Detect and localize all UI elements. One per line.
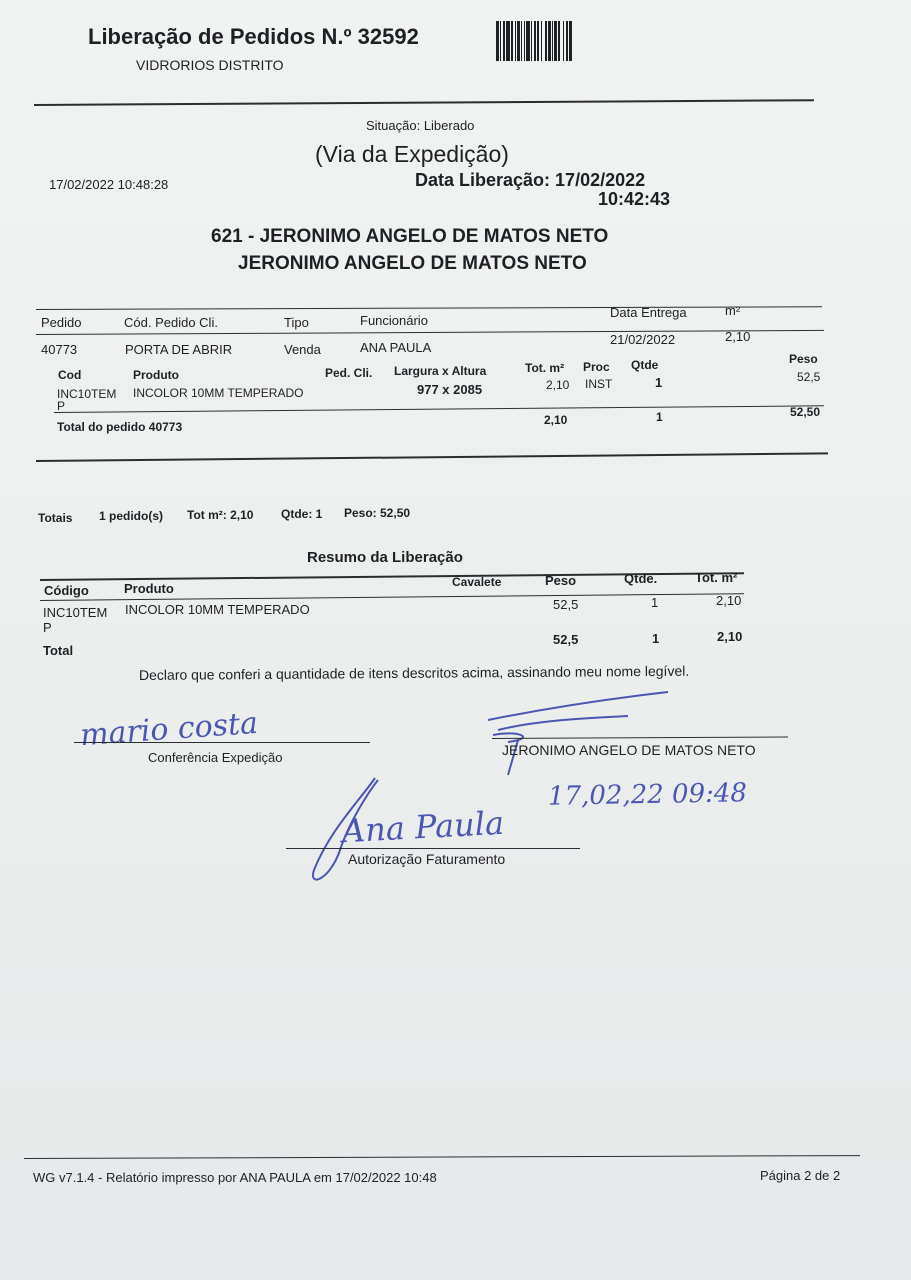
item-qtde: 1 [655,375,663,390]
barcode [496,21,630,61]
divider [54,405,824,413]
signature-autorizacao-mark [300,770,390,890]
cell-funcionario: ANA PAULA [360,340,432,355]
order-total-qtde: 1 [656,410,663,424]
signature-autorizacao: Ana Paula [341,803,505,851]
item-produto: INCOLOR 10MM TEMPERADO [133,386,304,400]
item-cod-cont: P [57,399,66,413]
document-title: Liberação de Pedidos N.º 32592 [88,24,419,49]
resumo-header-tot-m2: Tot. m² [695,570,738,585]
item-dims: 977 x 2085 [417,382,483,397]
col-header-cod-pedido-cli: Cód. Pedido Cli. [124,315,218,330]
signature-line [74,742,370,743]
signature-line [286,848,580,849]
cell-tipo: Venda [284,342,321,357]
col-header-tipo: Tipo [284,315,309,330]
data-liberacao: Data Liberação: 17/02/2022 [415,170,646,190]
cell-pedido: 40773 [41,342,78,357]
resumo-title: Resumo da Liberação [307,549,463,566]
resumo-peso: 52,5 [553,597,579,612]
item-header-peso: Peso [789,352,818,366]
item-peso: 52,5 [797,370,821,384]
item-header-proc: Proc [583,360,610,374]
via-text: (Via da Expedição) [315,141,509,167]
order-total-label: Total do pedido 40773 [57,420,183,434]
totals-m2: Tot m²: 2,10 [187,508,254,522]
resumo-header-codigo: Código [44,583,89,598]
col-header-pedido: Pedido [41,315,82,330]
resumo-total-tot-m2: 2,10 [717,629,743,644]
resumo-total-peso: 52,5 [553,632,579,647]
order-total-m2: 2,10 [544,413,568,427]
resumo-codigo-cont: P [43,620,52,635]
client-name: JERONIMO ANGELO DE MATOS NETO [238,253,587,274]
resumo-header-qtde: Qtde. [624,571,658,586]
conferencia-label: Conferência Expedição [148,750,283,765]
footer-left: WG v7.1.4 - Relatório impresso por ANA PAULA em 17/02/2022 10:48 [33,1170,437,1185]
client-code-name: 621 - JERONIMO ANGELO DE MATOS NETO [211,226,609,247]
signature-conferencia: mario costa [78,705,260,754]
hora-liberacao: 10:42:43 [598,189,671,209]
col-header-m2: m² [725,303,741,318]
page-number: Página 2 de 2 [760,1168,841,1183]
col-header-data-entrega: Data Entrega [610,305,687,320]
order-total-peso: 52,50 [790,405,821,419]
cell-cod-pedido-cli: PORTA DE ABRIR [125,342,233,357]
cell-data-entrega: 21/02/2022 [610,332,676,347]
totals-qtde: Qtde: 1 [281,507,323,521]
item-header-cod: Cod [58,368,82,382]
totals-peso: Peso: 52,50 [344,506,411,520]
cell-m2: 2,10 [725,329,751,344]
resumo-header-cavalete: Cavalete [452,575,502,589]
resumo-produto: INCOLOR 10MM TEMPERADO [125,602,310,617]
divider [36,306,822,310]
resumo-tot-m2: 2,10 [716,593,742,608]
handwritten-date: 17,02,22 09:48 [547,778,748,812]
printed-timestamp: 17/02/2022 10:48:28 [49,177,169,192]
item-header-ped-cli: Ped. Cli. [325,366,373,380]
totals-label: Totais [38,511,73,525]
resumo-qtde: 1 [651,595,659,610]
divider [34,99,814,106]
item-header-dims: Largura x Altura [394,364,487,378]
resumo-codigo: INC10TEM [43,605,108,620]
item-tot-m2: 2,10 [546,378,570,392]
item-header-tot-m2: Tot. m² [525,361,565,375]
declaration-text: Declaro que conferi a quantidade de itens descritos acima, assinando meu nome legível. [138,662,690,683]
item-proc: INST [585,377,613,391]
item-cod: INC10TEM [57,387,117,401]
signature-cliente-mark [478,690,678,780]
col-header-funcionario: Funcionário [360,313,428,328]
resumo-total-label: Total [43,643,74,658]
divider [24,1155,860,1159]
totals-pedidos: 1 pedido(s) [99,509,164,523]
divider [36,452,828,462]
autorizacao-label: Autorização Faturamento [348,851,506,867]
divider [36,330,824,335]
item-header-produto: Produto [133,368,179,382]
resumo-header-peso: Peso [545,573,577,588]
item-header-qtde: Qtde [631,358,659,372]
resumo-header-produto: Produto [124,581,174,596]
company-name: VIDRORIOS DISTRITO [136,57,284,73]
cliente-label: JERONIMO ANGELO DE MATOS NETO [502,742,756,758]
situacao-text: Situação: Liberado [366,118,475,133]
resumo-total-qtde: 1 [652,631,660,646]
